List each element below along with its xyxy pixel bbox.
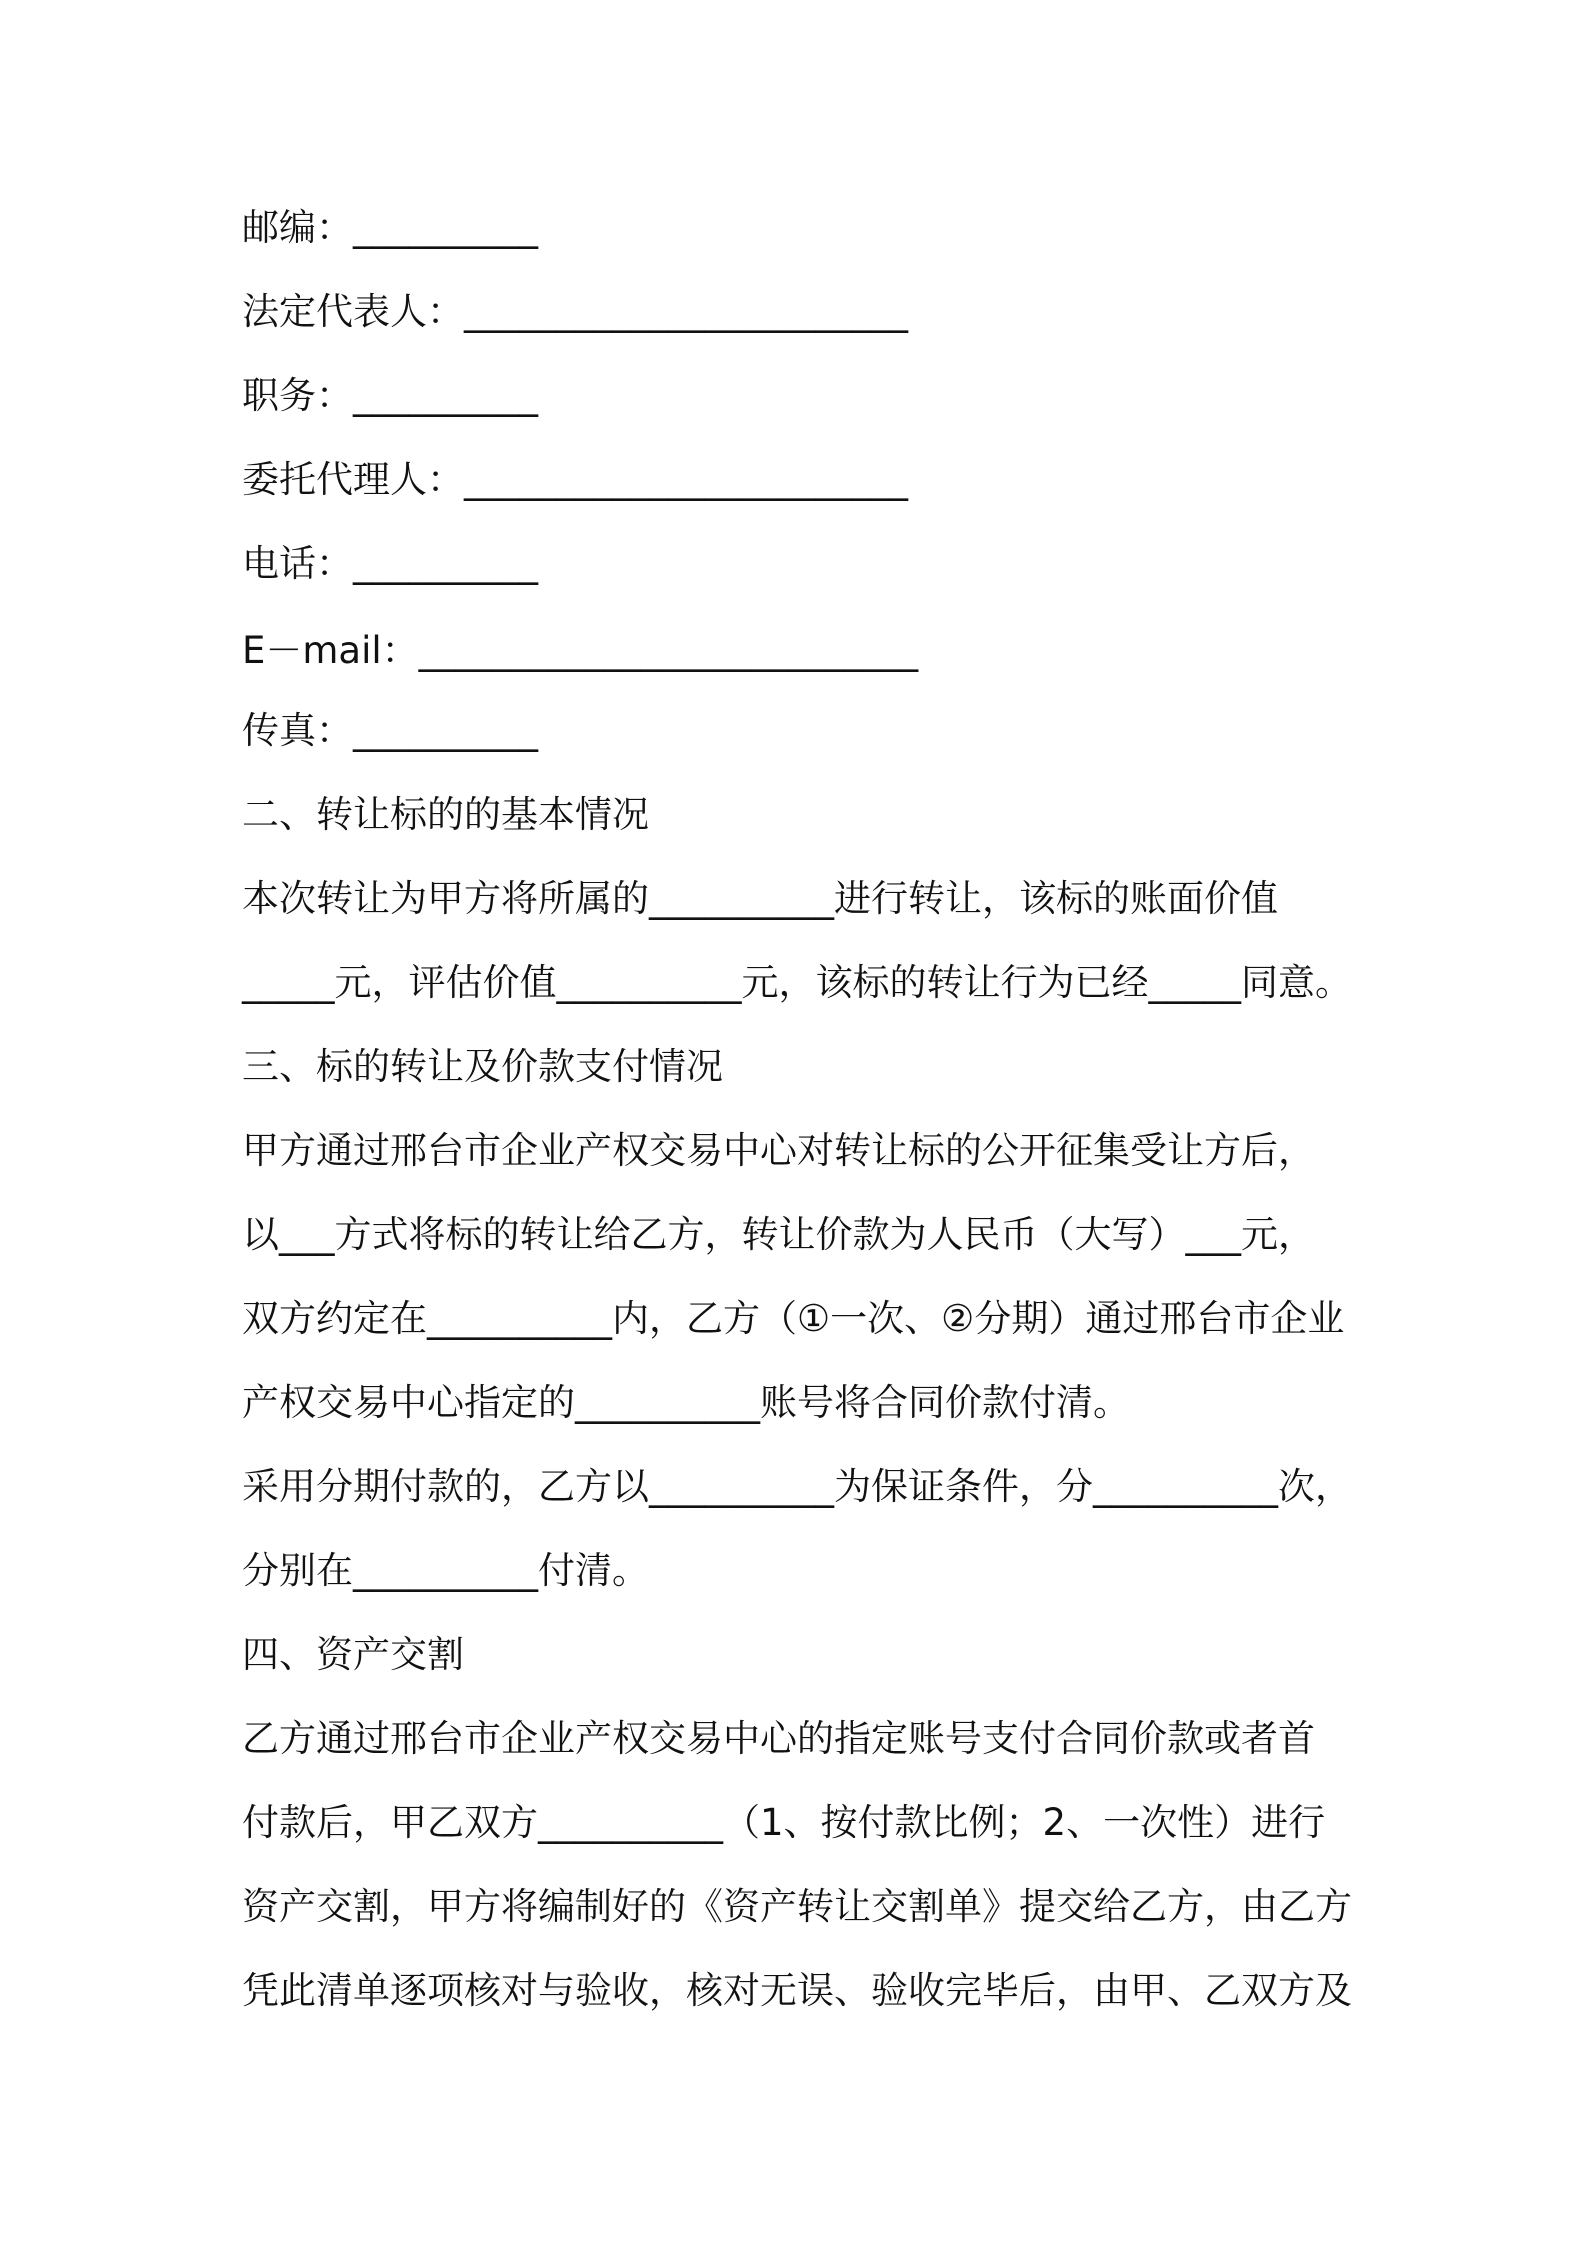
section-2-line-1: 本次转让为甲方将所属的__________进行转让，该标的账面价值 xyxy=(242,877,1278,920)
postcode-field: 邮编：__________ xyxy=(242,206,538,249)
section-3-line-3: 双方约定在__________内，乙方（①一次、②分期）通过邢台市企业 xyxy=(242,1297,1345,1340)
position-field: 职务：__________ xyxy=(242,374,538,417)
section-4-line-3: 资产交割，甲方将编制好的《资产转让交割单》提交给乙方，由乙方 xyxy=(242,1885,1352,1928)
agent-field: 委托代理人：________________________ xyxy=(242,458,908,501)
legal-representative-field: 法定代表人：________________________ xyxy=(242,290,908,333)
section-heading-3: 三、标的转让及价款支付情况 xyxy=(242,1045,723,1088)
phone-field: 电话：__________ xyxy=(242,542,538,585)
section-3-line-6: 分别在__________付清。 xyxy=(242,1549,649,1592)
section-3-line-1: 甲方通过邢台市企业产权交易中心对转让标的公开征集受让方后， xyxy=(242,1129,1315,1172)
section-4-line-2: 付款后，甲乙双方__________（1、按付款比例；2、一次性）进行 xyxy=(242,1801,1326,1844)
section-3-line-4: 产权交易中心指定的__________账号将合同价款付清。 xyxy=(242,1381,1130,1424)
section-4-line-1: 乙方通过邢台市企业产权交易中心的指定账号支付合同价款或者首 xyxy=(242,1717,1315,1760)
section-3-line-5: 采用分期付款的，乙方以__________为保证条件，分__________次， xyxy=(242,1465,1352,1508)
email-field: E－mail：___________________________ xyxy=(242,629,919,672)
section-heading-4: 四、资产交割 xyxy=(242,1633,464,1676)
section-2-line-2: _____元，评估价值__________元，该标的转让行为已经_____同意。 xyxy=(242,961,1352,1004)
section-4-line-4: 凭此清单逐项核对与验收，核对无误、验收完毕后，由甲、乙双方及 xyxy=(242,1969,1352,2012)
section-3-line-2: 以___方式将标的转让给乙方，转让价款为人民币（大写）___元， xyxy=(242,1213,1315,1256)
fax-field: 传真：__________ xyxy=(242,709,538,752)
section-heading-2: 二、转让标的的基本情况 xyxy=(242,793,649,836)
